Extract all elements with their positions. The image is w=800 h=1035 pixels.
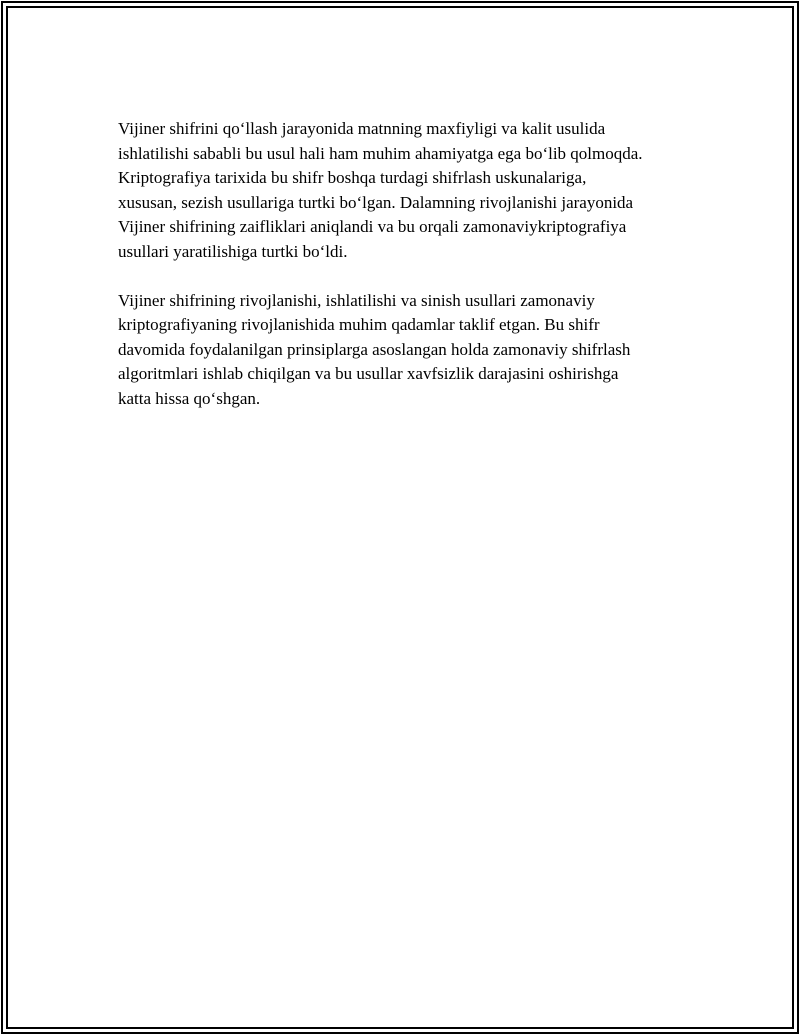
text-line: Vijiner shifrini qo‘llash jarayonida matnning maxfiyligi va kalit usulida <box>118 119 606 138</box>
text-line: usullari yaratilishiga turtki bo‘ldi. <box>118 241 348 261</box>
text-line: algoritmlari ishlab chiqilgan va bu usullar xavfsizlik darajasini oshirishga <box>118 364 619 383</box>
text-line: xususan, sezish usullariga turtki bo‘lgan. Dalamning rivojlanishi jarayonida <box>118 192 634 212</box>
text-line: katta hissa qo‘shgan. <box>118 388 261 408</box>
paragraph-2 <box>118 289 708 412</box>
text-line: kriptografiyaning rivojlanishida muhim qadamlar taklif etgan. Bu shifr <box>118 315 600 334</box>
text-line: ishlatilishi sababli bu usul hali ham muhim ahamiyatga ega bo‘lib qolmoqda. <box>118 143 643 163</box>
text-line: Kriptografiya tarixida bu shifr boshqa turdagi shifrlash uskunalariga, <box>118 168 587 187</box>
text-line: davomida foydalanilgan prinsiplarga asoslangan holda zamonaviy shifrlash <box>118 339 631 359</box>
text-line: Vijiner shifrining zaifliklari aniqlandi va bu orqali zamonaviykriptografiya <box>118 217 627 236</box>
page-content <box>118 117 708 436</box>
paragraph-1 <box>118 117 708 264</box>
text-line: Vijiner shifrining rivojlanishi, ishlatilishi va sinish usullari zamonaviy <box>118 290 595 310</box>
